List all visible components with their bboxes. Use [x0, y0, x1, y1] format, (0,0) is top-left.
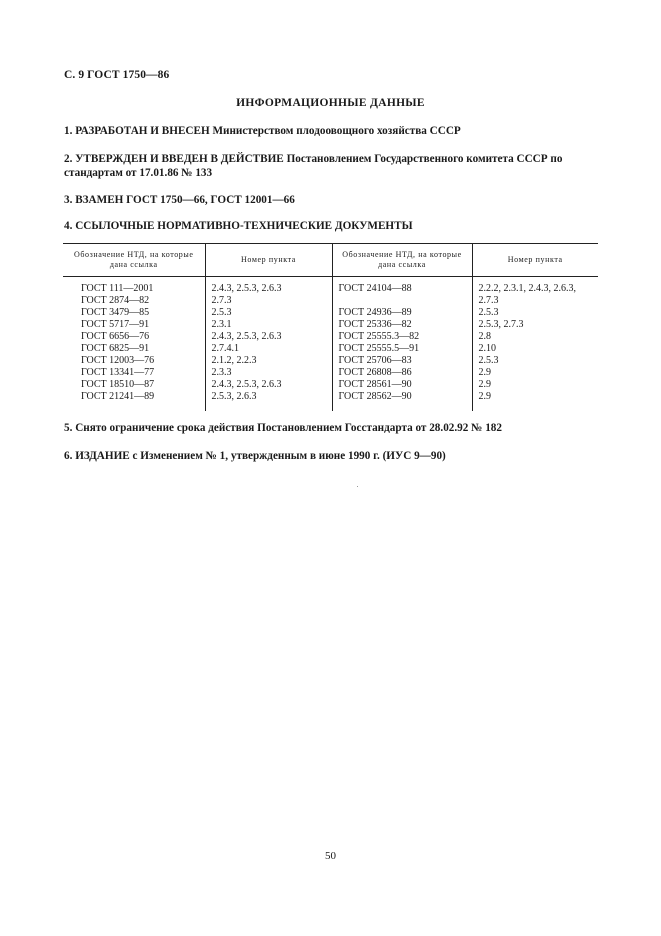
ntd-designation-cell: ГОСТ 5717—91	[81, 319, 150, 330]
clause-number-cell: 2.4.3, 2.5.3, 2.6.3	[205, 331, 332, 343]
clause-number-cell: 2.3.3	[205, 367, 332, 379]
ntd-designation-cell: ГОСТ 28561—90	[332, 379, 472, 391]
ntd-designation-cell: ГОСТ 21241—89	[81, 391, 155, 402]
ntd-designation-cell: ГОСТ 6825—91	[81, 343, 150, 354]
speck	[357, 486, 358, 487]
ntd-designation-cell: ГОСТ 25555.3—82	[332, 331, 472, 343]
table-header-row	[63, 244, 598, 277]
table-row	[63, 319, 598, 331]
ntd-designation-cell: ГОСТ 24936—89	[332, 307, 472, 319]
clause-number-cell: 2.5.3	[472, 355, 598, 367]
ntd-designation-cell	[332, 295, 472, 307]
clause-number-cell: 2.5.3, 2.7.3	[472, 319, 598, 331]
item-2: 2. УТВЕРЖДЕН И ВВЕДЕН В ДЕЙСТВИЕ Постановлением Государственного комитета СССР по стандартам от 17.01.86 № 133	[64, 153, 563, 179]
ntd-designation-cell: ГОСТ 18510—87	[81, 379, 155, 390]
item-1: 1. РАЗРАБОТАН И ВНЕСЕН Министерством плодоовощного хозяйства СССР	[64, 125, 461, 137]
clause-number-cell: 2.5.3	[472, 307, 598, 319]
clause-number-cell: 2.8	[472, 331, 598, 343]
table-row	[63, 379, 598, 391]
ntd-designation-cell: ГОСТ 25555.5—91	[332, 343, 472, 355]
ntd-designation-cell: ГОСТ 28562—90	[332, 391, 472, 411]
clause-number-cell: 2.4.3, 2.5.3, 2.6.3	[205, 379, 332, 391]
ntd-designation-cell: ГОСТ 6656—76	[81, 331, 150, 342]
clause-number-cell: 2.5.3	[205, 307, 332, 319]
ntd-designation-cell: ГОСТ 26808—86	[332, 367, 472, 379]
clause-number-cell: 2.5.3, 2.6.3	[205, 391, 332, 411]
table-row	[63, 331, 598, 343]
clause-number-cell: 2.3.1	[205, 319, 332, 331]
column-header: Номер пункта	[205, 244, 332, 277]
column-header: Обозначение НТД, на которые дана ссылка	[63, 244, 205, 277]
item-4: 4. ССЫЛОЧНЫЕ НОРМАТИВНО-ТЕХНИЧЕСКИЕ ДОКУМЕНТЫ	[64, 220, 413, 232]
table-row	[63, 391, 598, 411]
references-table	[63, 243, 598, 411]
ntd-designation-cell: ГОСТ 25336—82	[332, 319, 472, 331]
clause-number-cell: 2.7.4.1	[205, 343, 332, 355]
clause-number-cell: 2.2.2, 2.3.1, 2.4.3, 2.6.3,	[472, 277, 598, 296]
section-title: ИНФОРМАЦИОННЫЕ ДАННЫЕ	[236, 97, 425, 109]
clause-number-cell: 2.7.3	[205, 295, 332, 307]
ntd-designation-cell: ГОСТ 25706—83	[332, 355, 472, 367]
clause-number-cell: 2.9	[472, 379, 598, 391]
ntd-designation-cell: ГОСТ 111—2001	[81, 283, 154, 294]
table-row	[63, 307, 598, 319]
clause-number-cell: 2.4.3, 2.5.3, 2.6.3	[205, 277, 332, 296]
table-row	[63, 295, 598, 307]
table-row	[63, 355, 598, 367]
column-header: Обозначение НТД, на которые дана ссылка	[332, 244, 472, 277]
item-3: 3. ВЗАМЕН ГОСТ 1750—66, ГОСТ 12001—66	[64, 194, 295, 206]
clause-number-cell: 2.9	[472, 367, 598, 379]
item-6: 6. ИЗДАНИЕ с Изменением № 1, утвержденным в июне 1990 г. (ИУС 9—90)	[64, 450, 446, 462]
table-row	[63, 277, 598, 296]
column-header: Номер пункта	[472, 244, 598, 277]
item-5: 5. Снято ограничение срока действия Постановлением Госстандарта от 28.02.92 № 182	[64, 422, 502, 434]
table-row	[63, 343, 598, 355]
ntd-designation-cell: ГОСТ 12003—76	[81, 355, 155, 366]
page-header: С. 9 ГОСТ 1750—86	[64, 69, 170, 81]
clause-number-cell: 2.1.2, 2.2.3	[205, 355, 332, 367]
table-row	[63, 367, 598, 379]
clause-number-cell: 2.10	[472, 343, 598, 355]
ntd-designation-cell: ГОСТ 24104—88	[332, 277, 472, 296]
ntd-designation-cell: ГОСТ 2874—82	[81, 295, 150, 306]
clause-number-cell: 2.7.3	[472, 295, 598, 307]
ntd-designation-cell: ГОСТ 3479—85	[81, 307, 150, 318]
clause-number-cell: 2.9	[472, 391, 598, 411]
ntd-designation-cell: ГОСТ 13341—77	[81, 367, 155, 378]
page-number: 50	[325, 850, 336, 862]
